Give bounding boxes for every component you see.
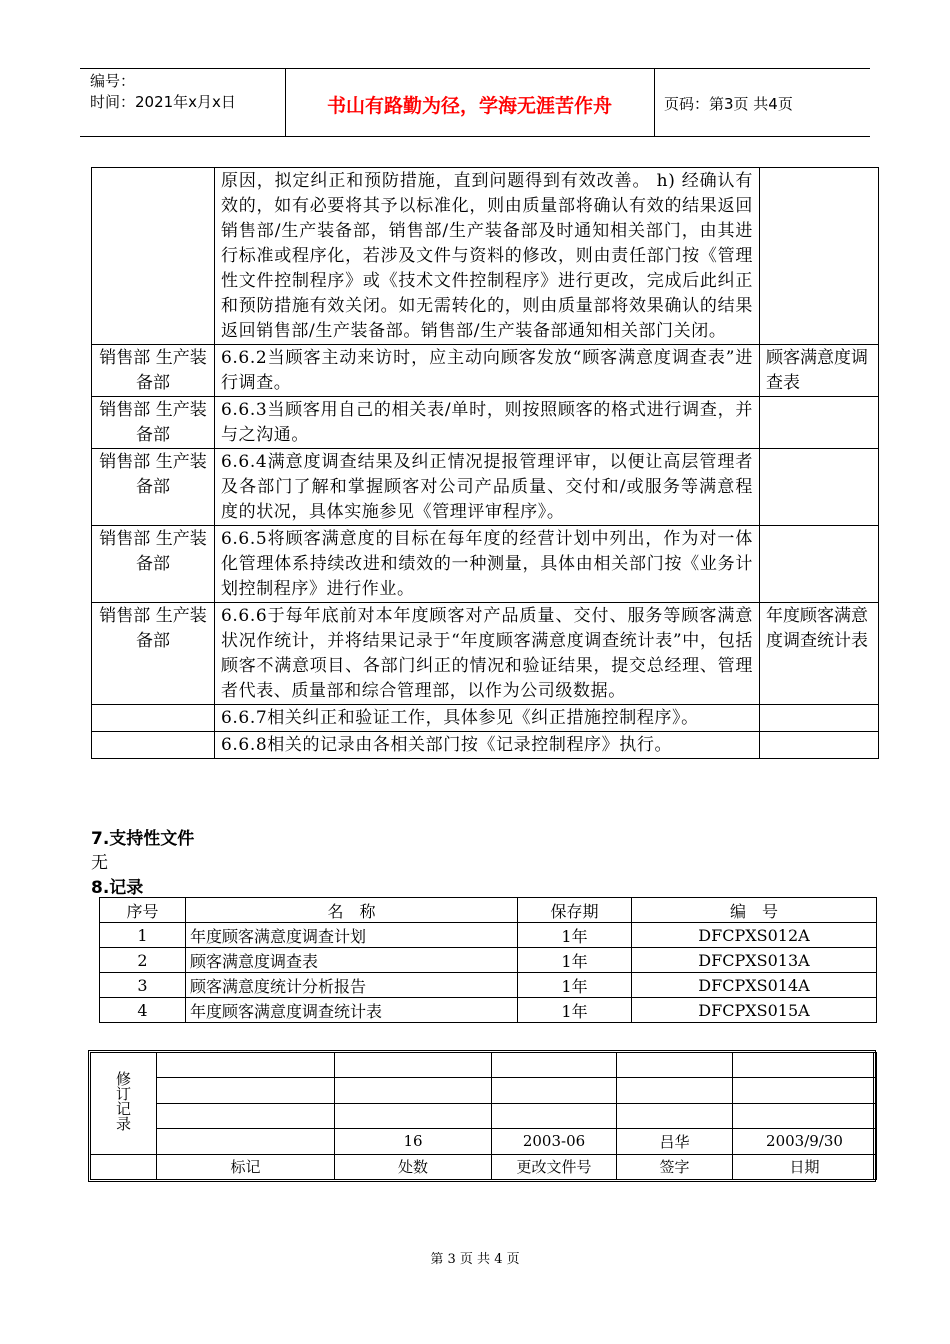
- document-code-label: 编号：: [90, 72, 136, 90]
- table-row: [92, 345, 879, 397]
- procedure-dept: 销售部 生产装备部: [92, 397, 215, 449]
- records-header-row: [100, 898, 877, 923]
- footer-page-number: 第 3 页 共 4 页: [430, 1252, 520, 1267]
- records-header-cell: 名 称: [186, 898, 518, 923]
- procedure-record: [760, 449, 879, 526]
- records-table: [99, 897, 877, 1023]
- procedure-record: [760, 397, 879, 449]
- revision-footer-row: [91, 1154, 877, 1179]
- record-code: DFCPXS014A: [632, 973, 877, 998]
- record-retention: 1年: [518, 998, 632, 1023]
- procedure-record: [760, 168, 879, 345]
- table-row: [92, 397, 879, 449]
- revision-footer-doc: 更改文件号: [492, 1154, 617, 1179]
- table-row: [92, 168, 879, 345]
- procedure-dept: 销售部 生产装备部: [92, 345, 215, 397]
- table-row: [100, 973, 877, 998]
- records-header-cell: 序号: [100, 898, 186, 923]
- procedure-dept: 销售部 生产装备部: [92, 449, 215, 526]
- procedure-text: 6.6.8相关的记录由各相关部门按《记录控制程序》执行。: [215, 732, 760, 759]
- record-name: 顾客满意度调查表: [186, 948, 518, 973]
- procedure-dept: [92, 705, 215, 732]
- procedure-dept: [92, 168, 215, 345]
- record-index: 2: [100, 948, 186, 973]
- records-header-cell: 保存期: [518, 898, 632, 923]
- record-code: DFCPXS012A: [632, 923, 877, 948]
- header-divider-right: [654, 68, 655, 136]
- section-7-content: 无: [91, 853, 108, 873]
- procedure-text: 6.6.3当顾客用自己的相关表/单时，则按照顾客的格式进行调查，并与之沟通。: [215, 397, 760, 449]
- table-row: [92, 603, 879, 705]
- revision-row-empty: [91, 1078, 877, 1103]
- table-row: [92, 449, 879, 526]
- table-row: [92, 705, 879, 732]
- revision-change-doc: 2003-06: [492, 1129, 617, 1154]
- table-row: [92, 732, 879, 759]
- revision-mark: [157, 1129, 335, 1154]
- revision-row-filled: [91, 1129, 877, 1154]
- section-7-title: 7.支持性文件: [91, 829, 195, 849]
- procedure-table-body: [92, 168, 879, 759]
- procedure-record: [760, 732, 879, 759]
- revision-table: [90, 1052, 877, 1180]
- header-bottom-rule: [80, 136, 870, 137]
- record-code: DFCPXS013A: [632, 948, 877, 973]
- header-top-rule: [80, 68, 870, 69]
- revision-count: 16: [335, 1129, 492, 1154]
- revision-footer-sign: 签字: [617, 1154, 733, 1179]
- section-8-title: 8.记录: [91, 878, 144, 898]
- procedure-dept: [92, 732, 215, 759]
- procedure-text: 6.6.5将顾客满意度的目标在每年度的经营计划中列出，作为对一体化管理体系持续改进和绩效的一种测量，具体由相关部门按《业务计划控制程序》进行作业。: [215, 526, 760, 603]
- table-row: [100, 948, 877, 973]
- procedure-text: 6.6.7相关纠正和验证工作，具体参见《纠正措施控制程序》。: [215, 705, 760, 732]
- procedure-text: 6.6.4满意度调查结果及纠正情况提报管理评审，以便让高层管理者及各部门了解和掌握顾客对公司产品质量、交付和/或服务等满意程度的状况，具体实施参见《管理评审程序》。: [215, 449, 760, 526]
- revision-footer-count: 处数: [335, 1154, 492, 1179]
- revision-footer-mark: 标记: [157, 1154, 335, 1179]
- procedure-dept: 销售部 生产装备部: [92, 526, 215, 603]
- procedure-text: 原因，拟定纠正和预防措施，直到问题得到有效改善。 h) 经确认有效的，如有必要将其予以标准化，则由质量部将确认有效的结果返回销售部/生产装备部，销售部/生产装备部及时通知相关部门，由其进行标准或程序化，若涉及文件与资料的修改，则由责任部门按《管理性文件控制程序》或《技术文件控制程序》进行更改，完成后此纠正和预防措施有效关闭。如无需转化的，则由质量部将效果确认的结果返回销售部/生产装备部。销售部/生产装备部通知相关部门关闭。: [215, 168, 760, 345]
- header-page-info: 页码：第3页 共4页: [664, 95, 793, 113]
- record-code: DFCPXS015A: [632, 998, 877, 1023]
- procedure-record: [760, 526, 879, 603]
- revision-row-empty: [91, 1103, 877, 1128]
- record-retention: 1年: [518, 923, 632, 948]
- procedure-record: [760, 705, 879, 732]
- revision-footer-date: 日期: [733, 1154, 877, 1179]
- procedure-record: 年度顾客满意度调查统计表: [760, 603, 879, 705]
- record-index: 1: [100, 923, 186, 948]
- record-retention: 1年: [518, 973, 632, 998]
- record-name: 顾客满意度统计分析报告: [186, 973, 518, 998]
- revision-label: 修订记录: [114, 1071, 132, 1132]
- record-name: 年度顾客满意度调查计划: [186, 923, 518, 948]
- procedure-text: 6.6.6于每年底前对本年度顾客对产品质量、交付、服务等顾客满意状况作统计，并将结果记录于“年度顾客满意度调查统计表”中，包括顾客不满意项目、各部门纠正的情况和验证结果，提交总经理、管理者代表、质量部和综合管理部，以作为公司级数据。: [215, 603, 760, 705]
- table-row: [100, 923, 877, 948]
- revision-signature: 吕华: [617, 1129, 733, 1154]
- procedure-table: [91, 167, 879, 759]
- revision-row-empty: [91, 1053, 877, 1078]
- record-name: 年度顾客满意度调查统计表: [186, 998, 518, 1023]
- revision-label-cell: [91, 1053, 157, 1155]
- table-row: [100, 998, 877, 1023]
- procedure-dept: 销售部 生产装备部: [92, 603, 215, 705]
- record-index: 4: [100, 998, 186, 1023]
- record-index: 3: [100, 973, 186, 998]
- procedure-record: 顾客满意度调查表: [760, 345, 879, 397]
- revision-date: 2003/9/30: [733, 1129, 877, 1154]
- table-row: [92, 526, 879, 603]
- record-retention: 1年: [518, 948, 632, 973]
- procedure-text: 6.6.2当顾客主动来访时，应主动向顾客发放“顾客满意度调查表”进行调查。: [215, 345, 760, 397]
- document-time-label: 时间：2021年x月x日: [90, 93, 236, 111]
- records-header-cell: 编 号: [632, 898, 877, 923]
- header-slogan: 书山有路勤为径，学海无涯苦作舟: [326, 95, 612, 117]
